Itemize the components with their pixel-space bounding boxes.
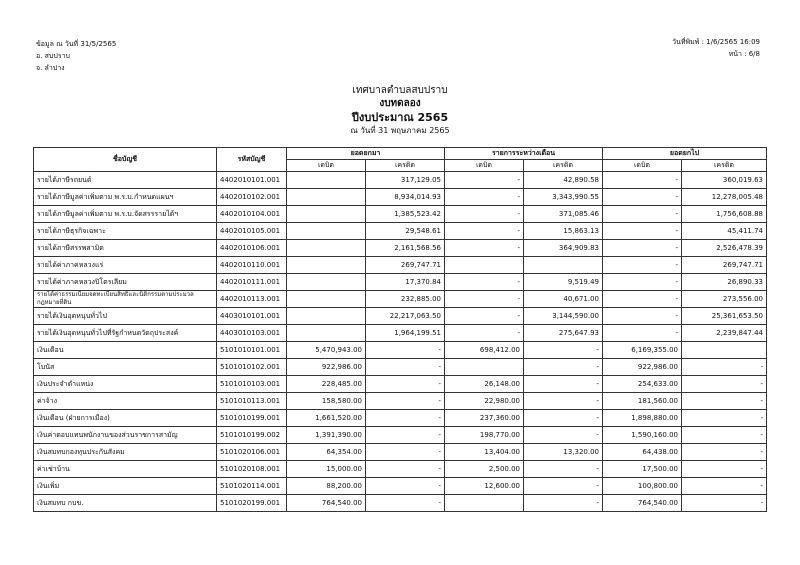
cf-credit-cell: - [682, 461, 767, 478]
table-row [34, 410, 767, 427]
bf-credit-cell: - [366, 427, 445, 444]
period-credit-cell: - [524, 478, 603, 495]
period-debit-cell: 237,360.00 [445, 410, 524, 427]
cf-debit-cell: 17,500.00 [603, 461, 682, 478]
header-brought-forward: ยอดยกมา [287, 148, 445, 160]
cf-credit-cell: 12,278,005.48 [682, 189, 767, 206]
table-row [34, 189, 767, 206]
account-code-cell: 4402010104.001 [217, 206, 287, 223]
bf-credit-cell: 1,964,199.51 [366, 325, 445, 342]
cf-debit-cell: 64,438.00 [603, 444, 682, 461]
period-credit-cell: - [524, 495, 603, 512]
account-code-cell: 5101010113.001 [217, 393, 287, 410]
period-credit-cell: 3,343,990.55 [524, 189, 603, 206]
period-credit-cell: - [524, 376, 603, 393]
period-credit-cell: - [524, 342, 603, 359]
table-row [34, 427, 767, 444]
table-row [34, 444, 767, 461]
cf-credit-cell: 45,411.74 [682, 223, 767, 240]
bf-credit-cell: 29,548.61 [366, 223, 445, 240]
cf-debit-cell: - [603, 291, 682, 308]
bf-credit-cell: - [366, 342, 445, 359]
period-debit-cell: - [445, 325, 524, 342]
table-row [34, 461, 767, 478]
bf-debit-cell [287, 189, 366, 206]
header-period-transactions: รายการระหว่างเดือน [445, 148, 603, 160]
account-code-cell: 5101010102.001 [217, 359, 287, 376]
fiscal-year: ปีงบประมาณ 2565 [351, 111, 449, 124]
cf-debit-cell: - [603, 257, 682, 274]
cf-credit-cell: - [682, 427, 767, 444]
bf-credit-cell: 269,747.71 [366, 257, 445, 274]
account-code-cell: 4403010103.001 [217, 325, 287, 342]
account-code-cell: 4402010105.001 [217, 223, 287, 240]
cf-debit-cell: 922,986.00 [603, 359, 682, 376]
bf-debit-cell: 5,470,943.00 [287, 342, 366, 359]
header-account-code: รหัสบัญชี [217, 148, 287, 172]
account-name-cell: เงินประจำตำแหน่ง [34, 376, 217, 393]
account-code-cell: 5101020199.001 [217, 495, 287, 512]
cf-debit-cell: 1,590,160.00 [603, 427, 682, 444]
bf-debit-cell: 764,540.00 [287, 495, 366, 512]
table-row [34, 308, 767, 325]
bf-credit-cell: - [366, 410, 445, 427]
table-row [34, 342, 767, 359]
account-name-cell: เงินค่าตอบแทนพนักงานของส่วนราชการสามัญ [34, 427, 217, 444]
header-cf-credit: เครดิต [682, 160, 767, 172]
bf-debit-cell [287, 308, 366, 325]
period-debit-cell: 198,770.00 [445, 427, 524, 444]
bf-credit-cell: 17,370.84 [366, 274, 445, 291]
table-body [34, 172, 767, 512]
account-name-cell: เงินสมทบ กบข. [34, 495, 217, 512]
page-number: หน้า : 6/8 [728, 50, 760, 58]
bf-debit-cell: 922,986.00 [287, 359, 366, 376]
account-code-cell: 5101020106.001 [217, 444, 287, 461]
table-row [34, 274, 767, 291]
table-row [34, 257, 767, 274]
period-credit-cell: 9,519.49 [524, 274, 603, 291]
period-credit-cell: - [524, 427, 603, 444]
bf-credit-cell: 1,385,523.42 [366, 206, 445, 223]
cf-credit-cell: - [682, 410, 767, 427]
bf-credit-cell: 2,161,568.56 [366, 240, 445, 257]
cf-debit-cell: - [603, 325, 682, 342]
report-title-block [0, 84, 800, 136]
table-row [34, 325, 767, 342]
period-debit-cell [445, 257, 524, 274]
cf-debit-cell: 181,560.00 [603, 393, 682, 410]
cf-debit-cell: 100,800.00 [603, 478, 682, 495]
period-debit-cell: 13,404.00 [445, 444, 524, 461]
period-debit-cell [445, 495, 524, 512]
cf-debit-cell: - [603, 308, 682, 325]
table-row [34, 291, 767, 308]
cf-debit-cell: 6,169,355.00 [603, 342, 682, 359]
period-credit-cell: - [524, 461, 603, 478]
bf-debit-cell [287, 240, 366, 257]
cf-credit-cell: 360,019.63 [682, 172, 767, 189]
table-row [34, 393, 767, 410]
period-debit-cell: - [445, 189, 524, 206]
bf-credit-cell: 22,217,063.50 [366, 308, 445, 325]
account-name-cell: ค่าจ้าง [34, 393, 217, 410]
cf-credit-cell: - [682, 393, 767, 410]
cf-credit-cell: - [682, 376, 767, 393]
account-name-cell: รายได้ค่าภาคหลวงแร่ [34, 257, 217, 274]
bf-debit-cell: 88,200.00 [287, 478, 366, 495]
account-name-cell: เงินสมทบกองทุนประกันสังคม [34, 444, 217, 461]
period-debit-cell: 698,412.00 [445, 342, 524, 359]
header-cf-debit: เดบิต [603, 160, 682, 172]
account-code-cell: 4403010101.001 [217, 308, 287, 325]
bf-debit-cell: 158,580.00 [287, 393, 366, 410]
account-name-cell: เงินเดือน (ฝ่ายการเมือง) [34, 410, 217, 427]
cf-credit-cell: 1,756,608.88 [682, 206, 767, 223]
org-name: เทศบาลตำบลสบปราบ [352, 85, 448, 96]
account-code-cell: 5101010199.001 [217, 410, 287, 427]
bf-debit-cell: 1,391,390.00 [287, 427, 366, 444]
account-code-cell: 4402010111.001 [217, 274, 287, 291]
period-credit-cell: 13,320.00 [524, 444, 603, 461]
account-name-cell: รายได้ภาษีสรรพสามิต [34, 240, 217, 257]
table-row [34, 495, 767, 512]
cf-debit-cell: - [603, 240, 682, 257]
period-debit-cell: - [445, 291, 524, 308]
account-name-cell: รายได้ภาษีมูลค่าเพิ่มตาม พ.ร.บ.กำหนดแผนฯ [34, 189, 217, 206]
cf-credit-cell: 2,526,478.39 [682, 240, 767, 257]
period-debit-cell: 2,500.00 [445, 461, 524, 478]
table-row [34, 206, 767, 223]
cf-debit-cell: - [603, 274, 682, 291]
bf-credit-cell: 232,885.00 [366, 291, 445, 308]
cf-credit-cell: 26,890.33 [682, 274, 767, 291]
account-code-cell: 5101020108.001 [217, 461, 287, 478]
bf-debit-cell: 64,354.00 [287, 444, 366, 461]
report-meta-right [672, 36, 760, 60]
header-bf-credit: เครดิต [366, 160, 445, 172]
account-code-cell: 5101010199.002 [217, 427, 287, 444]
table-row [34, 172, 767, 189]
bf-credit-cell: 317,129.05 [366, 172, 445, 189]
account-name-cell: รายได้ภาษีธุรกิจเฉพาะ [34, 223, 217, 240]
period-debit-cell: 12,600.00 [445, 478, 524, 495]
period-credit-cell: - [524, 393, 603, 410]
account-code-cell: 4402010110.001 [217, 257, 287, 274]
period-credit-cell: 371,085.46 [524, 206, 603, 223]
period-debit-cell: - [445, 206, 524, 223]
period-debit-cell: - [445, 274, 524, 291]
bf-debit-cell [287, 223, 366, 240]
account-name-cell: ค่าเช่าบ้าน [34, 461, 217, 478]
cf-credit-cell [682, 342, 767, 359]
trial-balance-table [33, 147, 767, 512]
period-debit-cell: 26,148.00 [445, 376, 524, 393]
account-name-cell: เงินเพิ่ม [34, 478, 217, 495]
account-name-cell: รายได้ค่าธรรมเนียมจดทะเบียนสิทธิและนิติกรรมตามประมวลกฎหมายที่ดิน [34, 291, 217, 308]
account-name-cell: เงินเดือน [34, 342, 217, 359]
header-account-name: ชื่อบัญชี [34, 148, 217, 172]
cf-debit-cell: 1,898,880.00 [603, 410, 682, 427]
period-credit-cell: 40,671.00 [524, 291, 603, 308]
cf-credit-cell: - [682, 478, 767, 495]
account-name-cell: รายได้ภาษีรถยนต์ [34, 172, 217, 189]
account-code-cell: 4402010101.001 [217, 172, 287, 189]
bf-credit-cell: 8,934,014.93 [366, 189, 445, 206]
bf-credit-cell: - [366, 478, 445, 495]
account-name-cell: รายได้ค่าภาคหลวงปิโตรเลียม [34, 274, 217, 291]
period-debit-cell [445, 359, 524, 376]
header-carried-forward: ยอดยกไป [603, 148, 767, 160]
period-credit-cell [524, 257, 603, 274]
header-bf-debit: เดบิต [287, 160, 366, 172]
header-period-credit: เครดิต [524, 160, 603, 172]
bf-debit-cell [287, 274, 366, 291]
period-credit-cell: - [524, 359, 603, 376]
as-of-date: ณ วันที่ 31 พฤษภาคม 2565 [350, 126, 450, 135]
account-code-cell: 4402010102.001 [217, 189, 287, 206]
table-row [34, 376, 767, 393]
bf-debit-cell: 15,000.00 [287, 461, 366, 478]
account-name-cell: โบนัส [34, 359, 217, 376]
bf-debit-cell [287, 291, 366, 308]
bf-debit-cell [287, 257, 366, 274]
account-code-cell: 5101010101.001 [217, 342, 287, 359]
cf-credit-cell: 273,556.00 [682, 291, 767, 308]
province: จ. ลำปาง [36, 64, 65, 72]
table-row [34, 478, 767, 495]
account-name-cell: รายได้ภาษีมูลค่าเพิ่มตาม พ.ร.บ.จัดสรรรายได้ฯ [34, 206, 217, 223]
period-debit-cell: - [445, 223, 524, 240]
period-debit-cell: - [445, 172, 524, 189]
bf-debit-cell: 228,485.00 [287, 376, 366, 393]
district: อ. สบปราบ [36, 52, 70, 60]
account-code-cell: 5101020114.001 [217, 478, 287, 495]
period-credit-cell: 42,890.58 [524, 172, 603, 189]
period-credit-cell: 3,144,590.00 [524, 308, 603, 325]
cf-debit-cell: 254,633.00 [603, 376, 682, 393]
bf-debit-cell [287, 172, 366, 189]
table-row [34, 240, 767, 257]
table-row [34, 359, 767, 376]
cf-credit-cell: 269,747.71 [682, 257, 767, 274]
period-credit-cell: 364,909.83 [524, 240, 603, 257]
table-row [34, 223, 767, 240]
cf-debit-cell: - [603, 189, 682, 206]
bf-credit-cell: - [366, 495, 445, 512]
bf-credit-cell: - [366, 393, 445, 410]
cf-credit-cell: 25,361,653.50 [682, 308, 767, 325]
bf-debit-cell: 1,661,520.00 [287, 410, 366, 427]
bf-debit-cell [287, 206, 366, 223]
cf-debit-cell: - [603, 223, 682, 240]
period-debit-cell: 22,980.00 [445, 393, 524, 410]
cf-debit-cell: - [603, 206, 682, 223]
report-name: งบทดลอง [379, 98, 421, 109]
account-code-cell: 4402010106.001 [217, 240, 287, 257]
period-debit-cell: - [445, 240, 524, 257]
cf-credit-cell: - [682, 359, 767, 376]
report-meta-left [36, 38, 116, 74]
bf-credit-cell: - [366, 444, 445, 461]
period-credit-cell: - [524, 410, 603, 427]
bf-debit-cell [287, 325, 366, 342]
cf-credit-cell: - [682, 444, 767, 461]
cf-debit-cell: 764,540.00 [603, 495, 682, 512]
period-debit-cell: - [445, 308, 524, 325]
account-code-cell: 5101010103.001 [217, 376, 287, 393]
account-name-cell: รายได้เงินอุดหนุนทั่วไปที่รัฐกำหนดวัตถุประสงค์ [34, 325, 217, 342]
cf-debit-cell: - [603, 172, 682, 189]
data-date: ข้อมูล ณ วันที่ 31/5/2565 [36, 40, 117, 48]
period-credit-cell: 275,647.93 [524, 325, 603, 342]
account-code-cell: 4402010113.001 [217, 291, 287, 308]
cf-credit-cell: 2,239,847.44 [682, 325, 767, 342]
period-credit-cell: 15,863.13 [524, 223, 603, 240]
print-date: วันที่พิมพ์ : 1/6/2565 16:09 [672, 38, 760, 46]
header-period-debit: เดบิต [445, 160, 524, 172]
bf-credit-cell: - [366, 376, 445, 393]
account-name-cell: รายได้เงินอุดหนุนทั่วไป [34, 308, 217, 325]
cf-credit-cell: - [682, 495, 767, 512]
bf-credit-cell: - [366, 359, 445, 376]
bf-credit-cell: - [366, 461, 445, 478]
